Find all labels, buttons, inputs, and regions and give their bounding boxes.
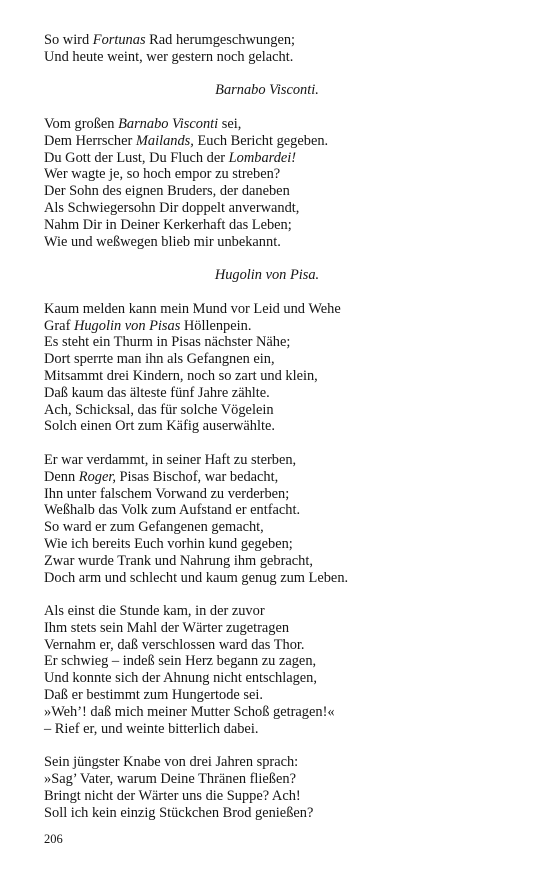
stanza-gap: [44, 250, 514, 267]
verse-line: [44, 570, 514, 587]
verse-text: Graf: [44, 317, 74, 334]
verse-line: [44, 502, 514, 519]
italic-name: Mailands,: [135, 132, 194, 149]
verse-text: Wie und weßwegen blieb mir unbekannt.: [44, 233, 281, 250]
verse-line: [44, 234, 514, 251]
verse-text: Pisas Bischof, war bedacht,: [115, 468, 279, 485]
verse-line: [44, 166, 514, 183]
verse-line: [44, 721, 514, 738]
verse-text: So ward er zum Gefangenen gemacht,: [44, 519, 264, 536]
section-heading: Barnabo Visconti.: [215, 82, 319, 99]
verse-text: Soll ich kein einzig Stückchen Brod genießen?: [44, 804, 314, 821]
verse-text: Er war verdammt, in seiner Haft zu sterben,: [44, 451, 297, 468]
verse-text: Weßhalb das Volk zum Aufstand er entfacht.: [44, 502, 301, 519]
verse-line: [44, 486, 514, 503]
verse-text: Bringt nicht der Wärter uns die Suppe? Ach!: [44, 787, 301, 804]
verse-text: »Sag’ Vater, warum Deine Thränen fließen?: [44, 771, 296, 788]
verse-text: Und konnte sich der Ahnung nicht entschlagen,: [44, 670, 317, 687]
verse-text: Wie ich bereits Euch vorhin kund gegeben;: [44, 535, 293, 552]
verse-text: Sein jüngster Knabe von drei Jahren sprach:: [44, 754, 299, 771]
verse-text: Und heute weint, wer gestern noch gelacht.: [44, 48, 294, 65]
verse-line: [44, 603, 514, 620]
verse-text: Der Sohn des eignen Bruders, der daneben: [44, 183, 290, 200]
verse-text: Denn: [44, 468, 79, 485]
italic-name: Roger,: [78, 468, 116, 485]
verse-text: So wird: [44, 32, 93, 48]
text-page: [44, 32, 514, 821]
section-heading: Hugolin von Pisa.: [214, 267, 320, 284]
stanza-gap: [44, 435, 514, 452]
verse-text: Ihn unter falschem Vorwand zu verderben;: [44, 485, 290, 502]
verse-text: Dem Herrscher: [44, 132, 136, 149]
verse-line: [44, 133, 514, 150]
verse-line: [44, 687, 514, 704]
stanza-gap: [44, 586, 514, 603]
verse-text: Es steht ein Thurm in Pisas nächster Nähe;: [44, 334, 291, 351]
stanza-gap: [44, 737, 514, 754]
verse-line: [44, 519, 514, 536]
verse-text: Wer wagte je, so hoch empor zu streben?: [44, 166, 281, 183]
verse-text: »Weh’! daß mich meiner Mutter Schoß getragen!«: [44, 703, 335, 720]
verse-text: Als einst die Stunde kam, in der zuvor: [44, 603, 265, 620]
verse-text: – Rief er, und weinte bitterlich dabei.: [44, 720, 259, 737]
verse-text: Vernahm er, daß verschlossen ward das Thor.: [44, 636, 305, 653]
stanza-gap: [44, 66, 514, 83]
verse-text: Solch einen Ort zum Käfig auserwählte.: [44, 418, 275, 435]
verse-text: Ihm stets sein Mahl der Wärter zugetragen: [44, 619, 290, 636]
verse-line: [44, 469, 514, 486]
verse-text: Ach, Schicksal, das für solche Vögelein: [44, 401, 274, 418]
verse-line: [44, 536, 514, 553]
verse-text: Nahm Dir in Deiner Kerkerhaft das Leben;: [44, 216, 292, 233]
verse-line: [44, 116, 514, 133]
verse-line: [44, 368, 514, 385]
verse-text: Doch arm und schlecht und kaum genug zum Leben.: [44, 569, 349, 586]
verse-line: [44, 553, 514, 570]
verse-line: [44, 385, 514, 402]
verse-line: [44, 620, 514, 637]
verse-line: [44, 200, 514, 217]
verse-text: Zwar wurde Trank und Nahrung ihm gebracht,: [44, 552, 313, 569]
verse-line: [44, 49, 514, 66]
verse-text: Daß er bestimmt zum Hungertode sei.: [44, 687, 264, 704]
verse-line: [44, 653, 514, 670]
italic-name: Lombardei!: [228, 149, 297, 166]
page-number: 206: [44, 832, 63, 846]
verse-line: [44, 452, 514, 469]
verse-line: [44, 402, 514, 419]
verse-line: [44, 788, 514, 805]
verse-line: [44, 301, 514, 318]
verse-line: [44, 183, 514, 200]
verse-line: [44, 637, 514, 654]
italic-name: Fortunas: [92, 32, 146, 48]
verse-line: [44, 334, 514, 351]
italic-name: Hugolin von Pisas: [73, 317, 181, 334]
verse-text: Daß kaum das älteste fünf Jahre zählte.: [44, 384, 270, 401]
verse-text: Höllenpein.: [180, 317, 252, 334]
verse-text: Er schwieg – indeß sein Herz begann zu zagen,: [44, 653, 317, 670]
verse-text: Als Schwiegersohn Dir doppelt anverwandt,: [44, 199, 300, 216]
verse-text: Kaum melden kann mein Mund vor Leid und Wehe: [44, 300, 341, 317]
verse-text: Rad herumgeschwungen;: [145, 32, 296, 48]
verse-text: Dort sperrte man ihn als Gefangnen ein,: [44, 351, 275, 368]
verse-line: [44, 754, 514, 771]
stanza-gap: [44, 284, 514, 301]
verse-text: Vom großen: [44, 115, 119, 132]
verse-line: [44, 217, 514, 234]
stanza-gap: [44, 99, 514, 116]
verse-text: Du Gott der Lust, Du Fluch der: [44, 149, 229, 166]
verse-line: [44, 351, 514, 368]
verse-line: [44, 771, 514, 788]
verse-text: Mitsammt drei Kindern, noch so zart und klein,: [44, 367, 318, 384]
verse-line: [44, 318, 514, 335]
italic-name: Barnabo Visconti: [118, 115, 219, 132]
verse-line: [44, 670, 514, 687]
verse-text: Euch Bericht gegeben.: [193, 132, 329, 149]
verse-line: [44, 32, 514, 49]
verse-line: [44, 704, 514, 721]
verse-line: [44, 805, 514, 822]
verse-text: sei,: [218, 115, 242, 132]
verse-line: [44, 150, 514, 167]
verse-line: [44, 418, 514, 435]
